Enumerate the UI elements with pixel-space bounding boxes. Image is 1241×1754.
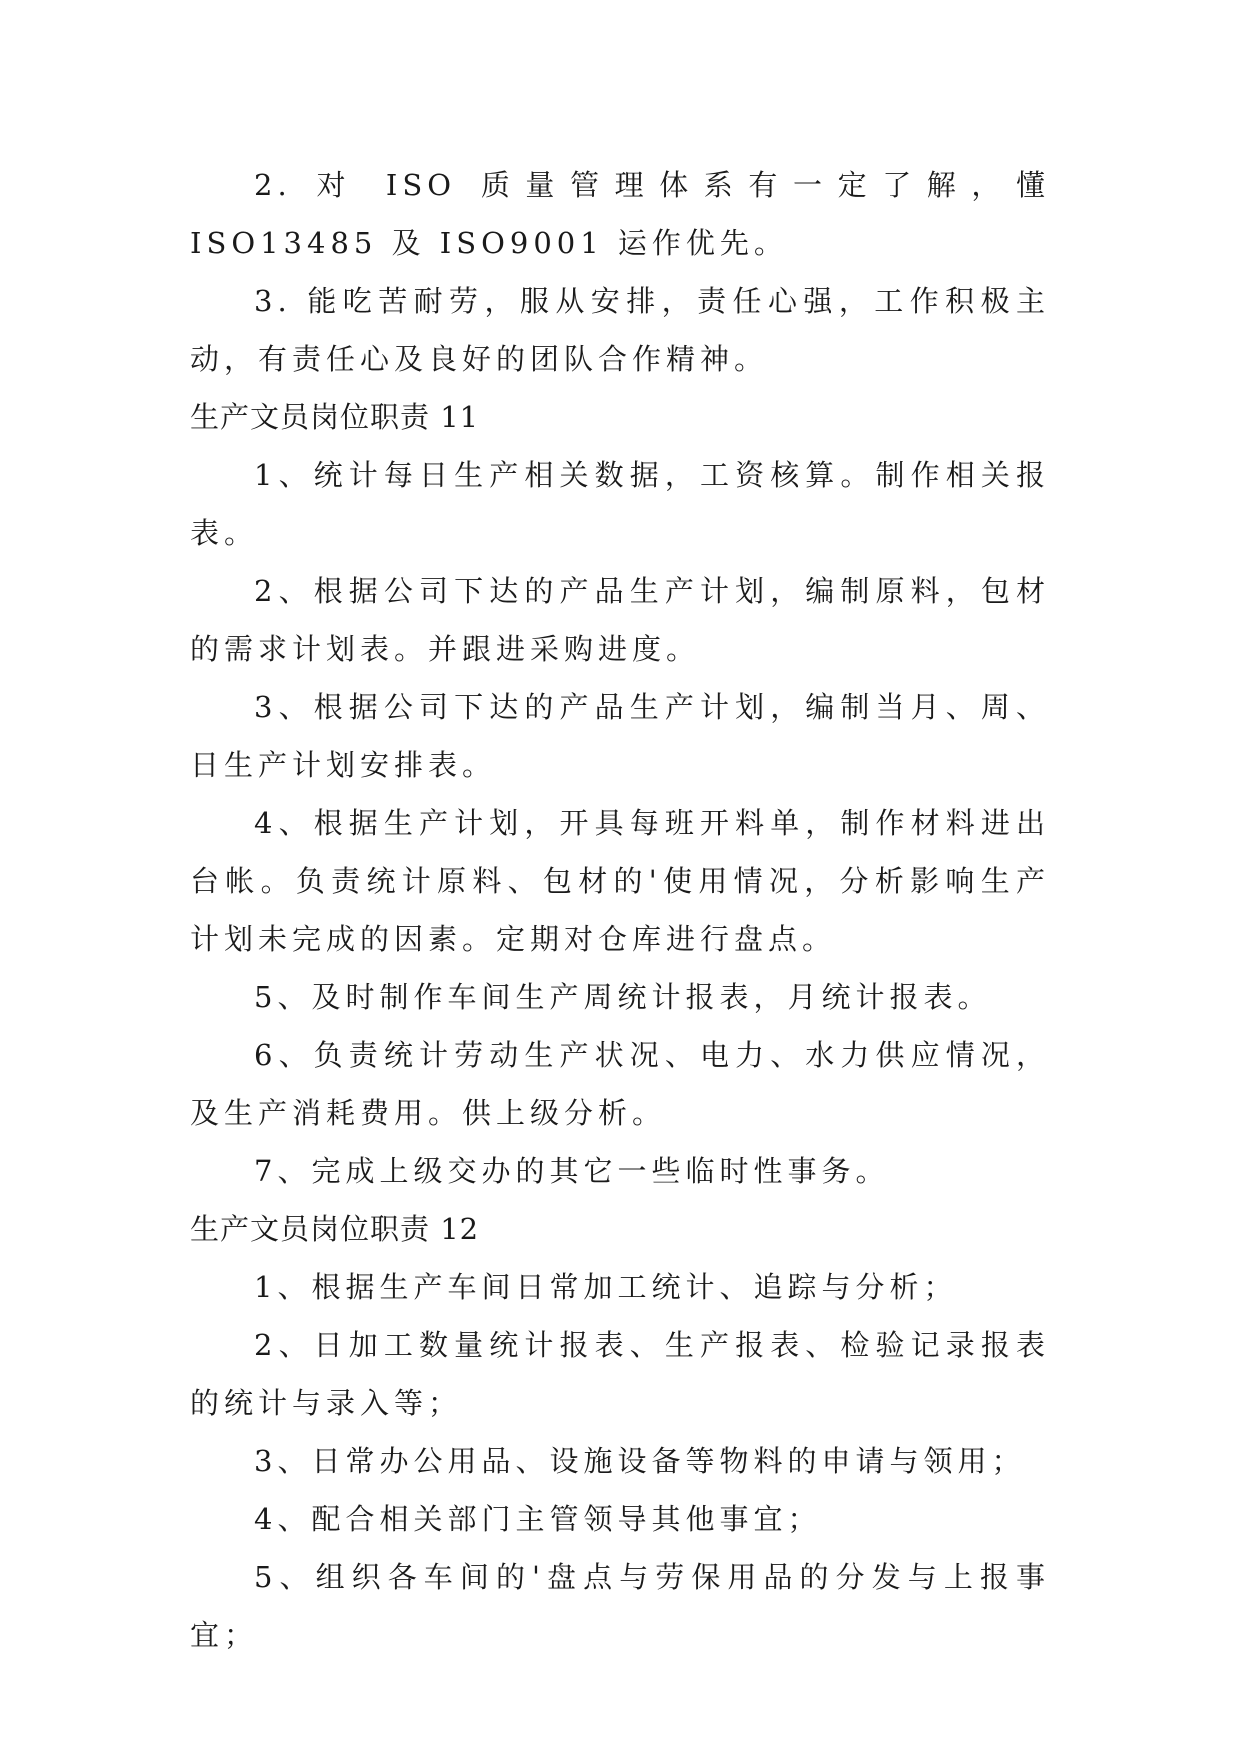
paragraph-requirement-3: 3. 能吃苦耐劳，服从安排，责任心强，工作积极主动，有责任心及良好的团队合作精神。 [190,284,1050,376]
duty-item-11-3: 3、根据公司下达的产品生产计划，编制当月、周、日生产计划安排表。 [190,690,1050,782]
document-page [190,156,1050,1664]
section-heading-11: 生产文员岗位职责 11 [190,400,480,434]
section-heading-12: 生产文员岗位职责 12 [190,1212,480,1246]
duty-item-11-6: 6、负责统计劳动生产状况、电力、水力供应情况，及生产消耗费用。供上级分析。 [190,1038,1050,1130]
duty-item-11-5: 5、及时制作车间生产周统计报表，月统计报表。 [254,980,992,1014]
duty-item-12-3: 3、日常办公用品、设施设备等物料的申请与领用； [254,1444,1026,1478]
duty-item-12-2: 2、日加工数量统计报表、生产报表、检验记录报表的统计与录入等； [190,1328,1050,1420]
duty-item-11-4: 4、根据生产计划，开具每班开料单，制作材料进出台帐。负责统计原料、包材的'使用情况，分析影响生产计划未完成的因素。定期对仓库进行盘点。 [190,806,1050,956]
duty-item-12-5: 5、组织各车间的'盘点与劳保用品的分发与上报事宜； [190,1560,1050,1652]
duty-item-11-2: 2、根据公司下达的产品生产计划，编制原料，包材的需求计划表。并跟进采购进度。 [190,574,1050,666]
paragraph-requirement-2: 2. 对 ISO 质量管理体系有一定了解，懂 ISO13485 及 ISO9001 运作优先。 [190,168,1050,260]
duty-item-11-7: 7、完成上级交办的其它一些临时性事务。 [254,1154,890,1188]
duty-item-11-1: 1、统计每日生产相关数据，工资核算。制作相关报表。 [190,458,1050,550]
duty-item-12-1: 1、根据生产车间日常加工统计、追踪与分析； [254,1270,958,1304]
duty-item-12-4: 4、配合相关部门主管领导其他事宜； [254,1502,822,1536]
